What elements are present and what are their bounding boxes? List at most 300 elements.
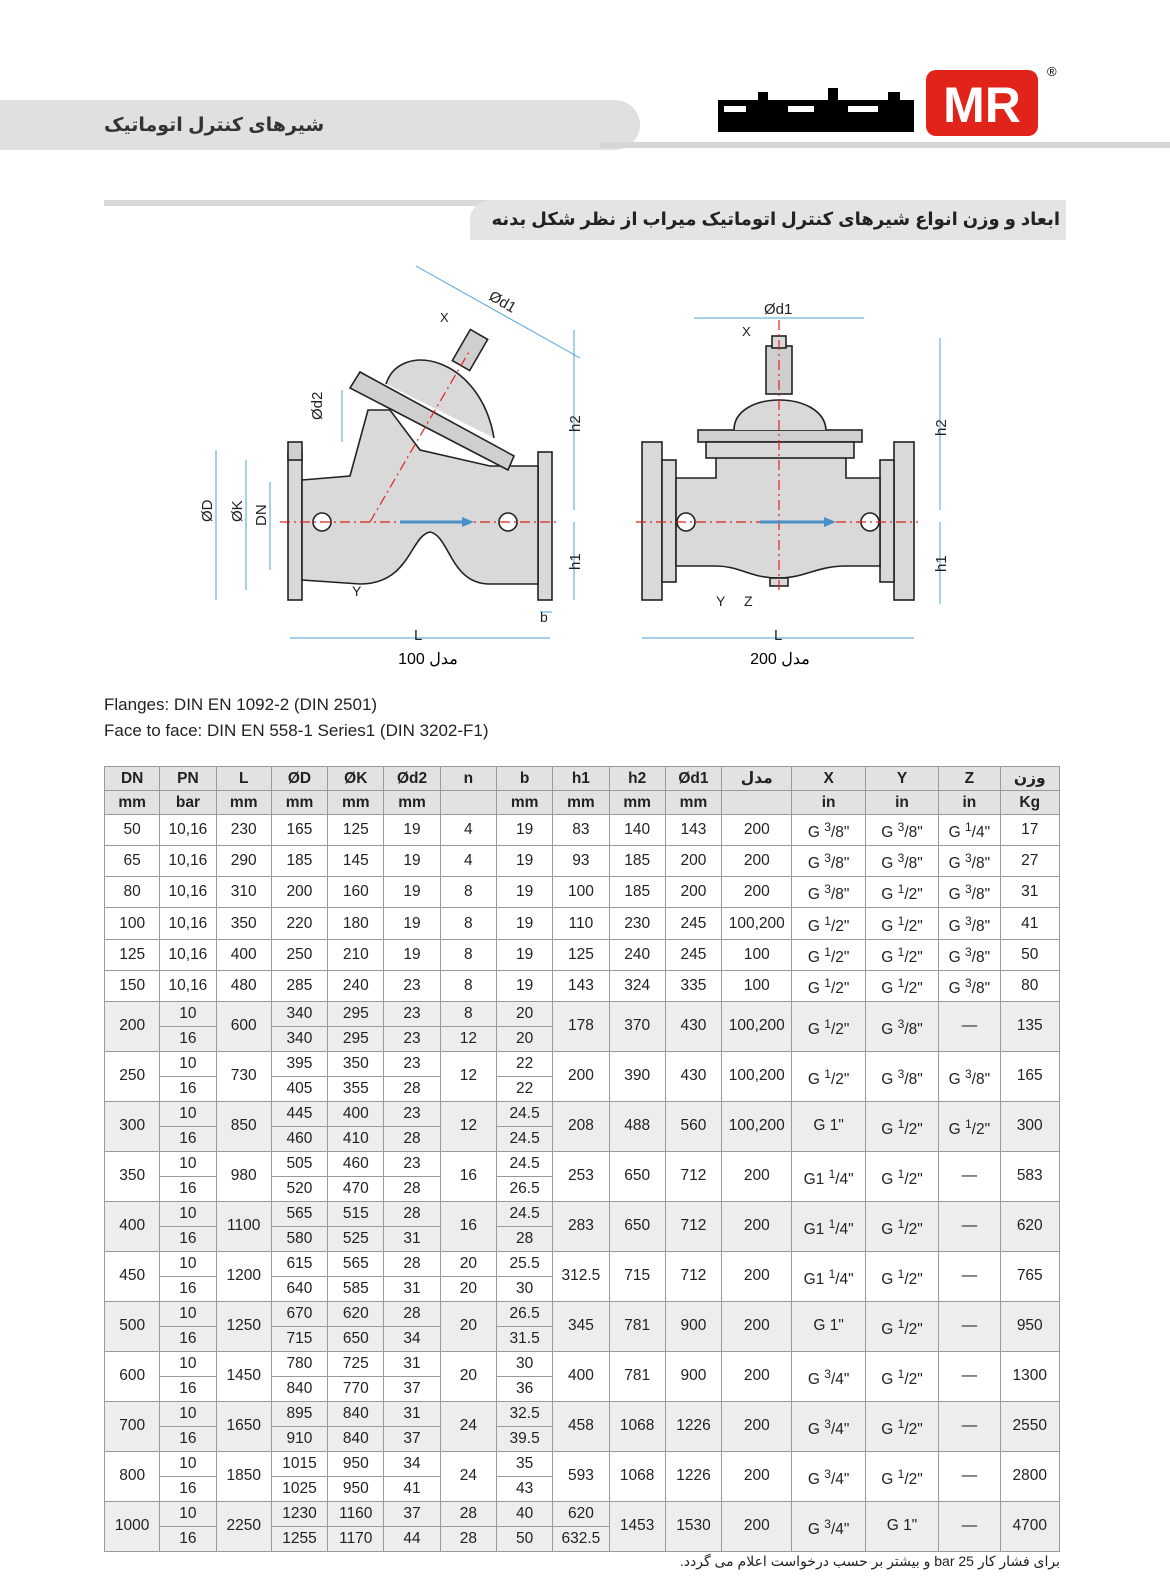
table-cell: — [939,1401,1000,1451]
svg-text:X: X [440,310,449,325]
table-cell: 43 [496,1476,552,1501]
table-cell: 505 [271,1151,327,1176]
table-cell: 593 [553,1451,609,1501]
table-cell: 20 [440,1301,496,1351]
table-cell: 31.5 [496,1326,552,1351]
table-cell: 44 [384,1526,440,1551]
table-cell: 200 [105,1001,160,1051]
table-cell: 1100 [216,1201,271,1251]
table-cell: 31 [384,1401,440,1426]
table-cell: 580 [271,1226,327,1251]
table-cell: 208 [553,1101,609,1151]
table-cell: — [939,1501,1000,1551]
table-cell: 10 [160,1051,216,1076]
table-cell: G $^3$/4" [792,1501,865,1551]
table-cell: 1170 [328,1526,384,1551]
table-cell: 41 [1000,908,1059,939]
table-cell: 253 [553,1151,609,1201]
table-cell: 488 [609,1101,665,1151]
table-cell: 200 [722,877,792,908]
table-cell: 245 [665,939,721,970]
table-cell: 185 [609,846,665,877]
table-cell: 560 [665,1101,721,1151]
table-cell: 340 [271,1026,327,1051]
table-cell: G $^3$/4" [792,1401,865,1451]
table-row [105,846,1060,877]
svg-text:h1: h1 [933,555,950,572]
table-cell: 340 [271,1001,327,1026]
table-cell: 250 [105,1051,160,1101]
table-cell: 430 [665,1001,721,1051]
table-cell: 165 [271,815,327,846]
table-cell: 100 [105,908,160,939]
table-cell: 150 [105,970,160,1001]
table-cell: 24 [440,1401,496,1451]
svg-text:ØK: ØK [229,500,246,522]
table-cell: 19 [384,815,440,846]
table-cell: 500 [105,1301,160,1351]
table-cell: 37 [384,1426,440,1451]
column-unit: mm [216,791,271,815]
table-cell: G $^1$/4" [939,815,1000,846]
table-cell: 16 [160,1526,216,1551]
table-cell: 28 [384,1201,440,1226]
table-cell: 895 [271,1401,327,1426]
table-cell: 1068 [609,1451,665,1501]
table-cell: 31 [384,1226,440,1251]
table-cell: G $^1$/2" [865,908,938,939]
table-cell: 1850 [216,1451,271,1501]
table-cell: 1000 [105,1501,160,1551]
table-cell: G $^3$/8" [792,877,865,908]
column-unit: in [939,791,1000,815]
table-cell: 585 [328,1276,384,1301]
table-cell: 1530 [665,1501,721,1551]
table-row [105,1101,1060,1126]
table-cell: 283 [553,1201,609,1251]
flanges-standard: Flanges: DIN EN 1092-2 (DIN 2501) [104,695,378,714]
svg-text:Ød1: Ød1 [764,301,793,318]
table-cell: G $^1$/2" [865,939,938,970]
table-cell: 24.5 [496,1101,552,1126]
table-cell: 700 [105,1401,160,1451]
face-to-face-standard: Face to face: DIN EN 558-1 Series1 (DIN 3202-F1) [104,721,489,740]
table-cell: 23 [384,970,440,1001]
column-header: h1 [553,767,609,791]
table-cell: 10,16 [160,970,216,1001]
table-cell: 16 [160,1376,216,1401]
table-cell: 781 [609,1301,665,1351]
column-header: Z [939,767,1000,791]
table-row [105,939,1060,970]
table-cell: 450 [105,1251,160,1301]
table-cell: 39.5 [496,1426,552,1451]
table-cell: 10,16 [160,877,216,908]
table-cell: 16 [160,1326,216,1351]
table-cell: 200 [553,1051,609,1101]
table-cell: 17 [1000,815,1059,846]
table-cell: 600 [216,1001,271,1051]
column-unit: mm [271,791,327,815]
logo-letters: MR [943,77,1021,133]
table-cell: 300 [1000,1101,1059,1151]
model100-drawing-icon [288,329,552,600]
table-cell: G $^1$/2" [865,1201,938,1251]
table-cell: 28 [496,1226,552,1251]
table-cell: 1015 [271,1451,327,1476]
svg-text:X: X [742,324,751,339]
table-row [105,908,1060,939]
table-cell: 12 [440,1101,496,1151]
table-cell: 24.5 [496,1201,552,1226]
column-unit: mm [384,791,440,815]
table-cell: 1300 [1000,1351,1059,1401]
table-row [105,1301,1060,1326]
table-cell: 16 [160,1476,216,1501]
table-cell: 840 [328,1401,384,1426]
column-unit: mm [553,791,609,815]
table-cell: G $^1$/2" [865,970,938,1001]
svg-text:Y: Y [352,583,362,599]
table-cell: 200 [665,877,721,908]
table-cell: 1226 [665,1401,721,1451]
table-cell: — [939,1201,1000,1251]
table-cell: 525 [328,1226,384,1251]
table-cell: G $^3$/8" [939,877,1000,908]
table-cell: 16 [160,1426,216,1451]
table-cell: 1200 [216,1251,271,1301]
table-cell: 1230 [271,1501,327,1526]
table-cell: G $^1$/2" [865,877,938,908]
table-cell: G 1" [792,1101,865,1151]
table-cell: G $^3$/4" [792,1451,865,1501]
table-cell: 400 [216,939,271,970]
table-row [105,1151,1060,1176]
table-cell: 26.5 [496,1176,552,1201]
table-cell: 31 [384,1351,440,1376]
svg-text:L: L [414,627,423,644]
table-cell: 200 [722,1451,792,1501]
table-cell: G $^3$/8" [865,1001,938,1051]
table-cell: 10 [160,1501,216,1526]
table-cell: 16 [160,1276,216,1301]
table-cell: 200 [722,1151,792,1201]
table-cell: 28 [384,1076,440,1101]
column-unit: mm [609,791,665,815]
svg-text:Y: Y [716,593,726,609]
table-cell: 2250 [216,1501,271,1551]
table-cell: 19 [496,970,552,1001]
table-cell: 10 [160,1451,216,1476]
table-cell: 100 [722,939,792,970]
model200-caption: 200 مدل [750,651,810,668]
table-cell: 4 [440,846,496,877]
table-cell: 620 [328,1301,384,1326]
table-cell: G $^1$/2" [939,1101,1000,1151]
svg-text:b: b [540,609,548,625]
table-cell: 20 [496,1001,552,1026]
table-cell: G1 $^1$/4" [792,1151,865,1201]
table-cell: G $^1$/2" [865,1401,938,1451]
table-cell: 16 [160,1176,216,1201]
table-cell: 10 [160,1001,216,1026]
table-cell: 16 [160,1026,216,1051]
table-cell: — [939,1251,1000,1301]
column-header: وزن [1000,767,1059,791]
table-cell: 100,200 [722,1101,792,1151]
table-cell: 83 [553,815,609,846]
table-cell: 515 [328,1201,384,1226]
header-row [105,767,1060,791]
table-cell: 28 [440,1501,496,1526]
table-cell: 200 [271,877,327,908]
table-cell: 950 [1000,1301,1059,1351]
table-cell: 715 [609,1251,665,1301]
table-cell: 460 [328,1151,384,1176]
column-unit [722,791,792,815]
table-cell: 10 [160,1101,216,1126]
table-cell: 80 [105,877,160,908]
table-cell: 28 [440,1526,496,1551]
table-cell: 765 [1000,1251,1059,1301]
table-cell: 19 [384,877,440,908]
table-cell: G $^3$/8" [865,846,938,877]
svg-text:Ød2: Ød2 [309,391,326,420]
table-cell: G $^3$/8" [792,815,865,846]
svg-text:DN: DN [253,504,270,526]
table-cell: 16 [440,1201,496,1251]
table-cell: 2800 [1000,1451,1059,1501]
table-cell: 770 [328,1376,384,1401]
table-cell: 480 [216,970,271,1001]
table-cell: 25.5 [496,1251,552,1276]
table-cell: 250 [271,939,327,970]
table-cell: 1025 [271,1476,327,1501]
table-cell: 715 [271,1326,327,1351]
svg-text:h1: h1 [567,553,584,570]
table-cell: G 1" [865,1501,938,1551]
column-unit: in [792,791,865,815]
table-cell: G $^3$/8" [939,1051,1000,1101]
table-cell: 520 [271,1176,327,1201]
table-cell: 180 [328,908,384,939]
table-cell: 12 [440,1026,496,1051]
table-cell: 460 [271,1126,327,1151]
table-cell: 712 [665,1201,721,1251]
table-cell: 19 [496,815,552,846]
table-cell: — [939,1001,1000,1051]
table-cell: 26.5 [496,1301,552,1326]
header-title: شیرهای کنترل اتوماتیک [104,115,325,136]
table-cell: 310 [216,877,271,908]
table-cell: 355 [328,1076,384,1101]
footnote: برای فشار کار bar 25 و بیشتر بر حسب درخواست اعلام می گردد. [679,1553,1060,1569]
table-cell: 220 [271,908,327,939]
table-cell: 350 [216,908,271,939]
table-cell: 28 [384,1176,440,1201]
table-cell: 185 [609,877,665,908]
table-cell: 16 [160,1226,216,1251]
table-cell: 1453 [609,1501,665,1551]
table-cell: 65 [105,846,160,877]
table-cell: 30 [496,1351,552,1376]
table-cell: 19 [496,846,552,877]
table-cell: 100,200 [722,1051,792,1101]
table-cell: 165 [1000,1051,1059,1101]
table-cell: G1 $^1$/4" [792,1251,865,1301]
table-cell: 125 [105,939,160,970]
table-cell: 20 [440,1251,496,1276]
table-cell: 781 [609,1351,665,1401]
column-unit: in [865,791,938,815]
table-cell: 200 [722,1351,792,1401]
table-cell: 100,200 [722,1001,792,1051]
table-cell: 10,16 [160,939,216,970]
table-cell: G1 $^1$/4" [792,1201,865,1251]
table-cell: 10,16 [160,846,216,877]
table-cell: 470 [328,1176,384,1201]
table-cell: G $^1$/2" [792,908,865,939]
column-header: Ød1 [665,767,721,791]
table-cell: 34 [384,1451,440,1476]
table-cell: 910 [271,1426,327,1451]
column-unit: mm [105,791,160,815]
column-unit: mm [665,791,721,815]
table-cell: 400 [553,1351,609,1401]
column-unit: mm [496,791,552,815]
table-cell: G $^1$/2" [865,1451,938,1501]
table-cell: 200 [722,815,792,846]
table-cell: G $^3$/8" [939,908,1000,939]
table-cell: 350 [328,1051,384,1076]
header-rule [600,142,1170,148]
table-cell: 125 [553,939,609,970]
table-cell: G $^1$/2" [792,1051,865,1101]
table-cell: 840 [271,1376,327,1401]
valve-drawings [190,260,990,680]
section-title: ابعاد و وزن انواع شیرهای کنترل اتوماتیک میراب از نظر شکل بدنه [491,209,1060,229]
column-header: PN [160,767,216,791]
table-cell: 27 [1000,846,1059,877]
column-header: b [496,767,552,791]
table-cell: 200 [722,846,792,877]
table-cell: 200 [722,1251,792,1301]
table-cell: 19 [496,908,552,939]
svg-text:L: L [774,627,783,644]
column-header: Y [865,767,938,791]
table-cell: 245 [665,908,721,939]
table-cell: G $^1$/2" [865,1251,938,1301]
table-cell: 24.5 [496,1126,552,1151]
table-cell: G $^3$/4" [792,1351,865,1401]
table-cell: 50 [1000,939,1059,970]
table-cell: 178 [553,1001,609,1051]
table-cell: G $^3$/8" [939,846,1000,877]
table-cell: 12 [440,1051,496,1101]
table-cell: 22 [496,1076,552,1101]
table-cell: 285 [271,970,327,1001]
column-header: DN [105,767,160,791]
table-cell: 1226 [665,1451,721,1501]
svg-text:ØD: ØD [199,499,216,522]
model100-caption: 100 مدل [398,651,458,668]
table-cell: 390 [609,1051,665,1101]
table-cell: 400 [328,1101,384,1126]
table-cell: 640 [271,1276,327,1301]
table-cell: 10 [160,1201,216,1226]
table-cell: 8 [440,939,496,970]
table-cell: 650 [609,1201,665,1251]
table-cell: 1450 [216,1351,271,1401]
table-cell: 324 [609,970,665,1001]
table-cell: — [939,1301,1000,1351]
table-row [105,970,1060,1001]
table-cell: G $^3$/8" [865,1051,938,1101]
table-cell: 10 [160,1351,216,1376]
table-cell: 10 [160,1151,216,1176]
table-cell: 16 [440,1151,496,1201]
table-cell: 31 [1000,877,1059,908]
table-cell: — [939,1351,1000,1401]
table-cell: 395 [271,1051,327,1076]
table-cell: 1255 [271,1526,327,1551]
table-cell: 300 [105,1101,160,1151]
table-cell: — [939,1451,1000,1501]
table-cell: 312.5 [553,1251,609,1301]
table-cell: 37 [384,1376,440,1401]
table-cell: 2550 [1000,1401,1059,1451]
table-cell: 36 [496,1376,552,1401]
table-cell: 430 [665,1051,721,1101]
table-cell: 900 [665,1301,721,1351]
table-cell: 100 [722,970,792,1001]
table-row [105,1001,1060,1026]
table-cell: 670 [271,1301,327,1326]
model200-drawing-icon [642,336,914,600]
table-cell: G $^1$/2" [865,1301,938,1351]
table-cell: 335 [665,970,721,1001]
table-cell: 19 [384,908,440,939]
table-row [105,1051,1060,1076]
table-row [105,1251,1060,1276]
table-cell: G $^3$/8" [939,970,1000,1001]
table-cell: 19 [496,877,552,908]
table-cell: 620 [553,1501,609,1526]
table-cell: 712 [665,1251,721,1301]
table-cell: 20 [440,1276,496,1301]
table-cell: G $^3$/8" [792,846,865,877]
table-cell: 345 [553,1301,609,1351]
table-cell: 16 [160,1126,216,1151]
table-row [105,1351,1060,1376]
column-header: X [792,767,865,791]
column-header: Ød2 [384,767,440,791]
table-cell: 10,16 [160,815,216,846]
column-header: L [216,767,271,791]
column-header: ØK [328,767,384,791]
table-cell: 80 [1000,970,1059,1001]
table-cell: 1160 [328,1501,384,1526]
table-cell: 19 [384,939,440,970]
table-cell: 31 [384,1276,440,1301]
table-cell: 565 [271,1201,327,1226]
table-row [105,1201,1060,1226]
table-cell: 23 [384,1001,440,1026]
table-cell: 28 [384,1251,440,1276]
table-cell: 10,16 [160,908,216,939]
table-cell: 24 [440,1451,496,1501]
table-cell: 230 [609,908,665,939]
